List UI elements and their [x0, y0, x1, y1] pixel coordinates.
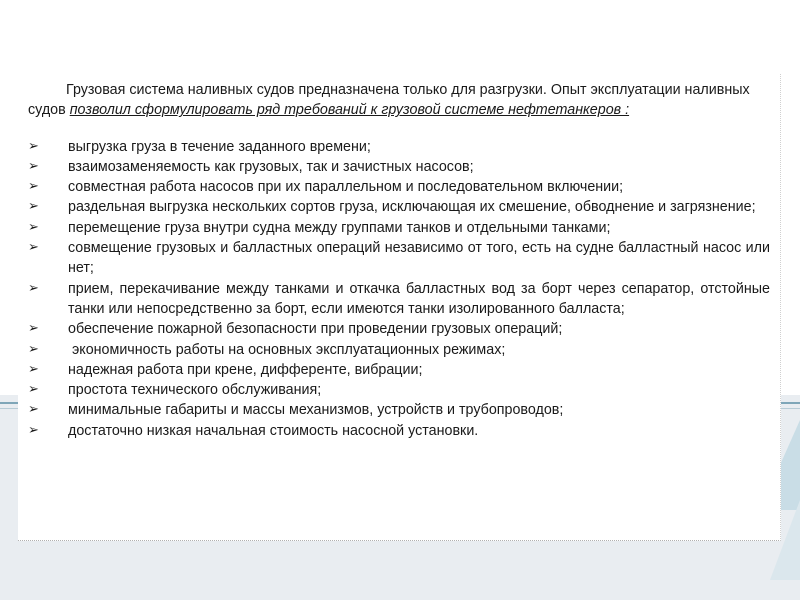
- bullet-arrow-icon: ➢: [28, 179, 39, 195]
- list-item: [28, 218, 770, 238]
- bullet-arrow-icon: ➢: [28, 422, 39, 438]
- bullet-arrow-icon: ➢: [28, 382, 39, 398]
- bullet-arrow-icon: ➢: [28, 199, 39, 215]
- bullet-arrow-icon: ➢: [28, 158, 39, 174]
- list-item: [28, 380, 770, 400]
- list-item-text: выгрузка груза в течение заданного времени;: [68, 138, 371, 155]
- list-item-text: раздельная выгрузка нескольких сортов груза, исключающая их смешение, обводнение и загрязнение;: [68, 199, 756, 216]
- spacer: [28, 121, 770, 137]
- list-item: [28, 177, 770, 197]
- bullet-arrow-icon: ➢: [28, 280, 39, 296]
- list-item-text: взаимозаменяемость как грузовых, так и зачистных насосов;: [68, 158, 474, 175]
- intro-paragraph: [28, 80, 770, 121]
- list-item: [28, 400, 770, 420]
- list-item: [28, 279, 770, 320]
- text-card: [18, 74, 781, 541]
- list-item-text: перемещение груза внутри судна между группами танков и отдельными танками;: [68, 219, 611, 236]
- list-item: [28, 360, 770, 380]
- list-item-text: надежная работа при крене, дифференте, вибрации;: [68, 361, 423, 378]
- bullet-arrow-icon: ➢: [28, 402, 39, 418]
- list-item-text: совмещение грузовых и балластных операций независимо от того, есть на судне балластный насос или нет;: [68, 240, 770, 277]
- bullet-arrow-icon: ➢: [28, 361, 39, 377]
- list-item: [28, 137, 770, 157]
- intro-emphasis-text: позволил сформулировать ряд требований к грузовой системе нефтетанкеров :: [69, 102, 630, 119]
- list-item: [28, 197, 770, 217]
- list-item-text: совместная работа насосов при их параллельном и последовательном включении;: [68, 179, 624, 196]
- bullet-arrow-icon: ➢: [28, 219, 39, 235]
- bullet-arrow-icon: ➢: [28, 240, 39, 256]
- intro-plain-text: Грузовая система наливных судов предназначена только для разгрузки. Опыт эксплуатации наливных судов: [28, 82, 750, 119]
- list-item: [28, 319, 770, 339]
- list-item: [28, 157, 770, 177]
- bullet-arrow-icon: ➢: [28, 321, 39, 337]
- list-item: [28, 340, 770, 360]
- list-item-text: прием, перекачивание между танками и откачка балластных вод за борт через сепаратор, отстойные танки или непосредственно за борт, если имеются танки изолированного балласта;: [68, 280, 770, 317]
- slide-text: [28, 80, 770, 441]
- list-item-text: обеспечение пожарной безопасности при проведении грузовых операций;: [68, 321, 563, 338]
- list-item-text: минимальные габариты и массы механизмов, устройств и трубопроводов;: [68, 402, 564, 419]
- list-item-text: достаточно низкая начальная стоимость насосной установки.: [68, 422, 479, 439]
- requirements-list: [28, 137, 770, 441]
- list-item: [28, 238, 770, 279]
- list-item-text: экономичность работы на основных эксплуатационных режимах;: [68, 341, 506, 358]
- bullet-arrow-icon: ➢: [28, 138, 39, 154]
- bullet-arrow-icon: ➢: [28, 341, 39, 357]
- list-item: [28, 421, 770, 441]
- list-item-text: простота технического обслуживания;: [68, 382, 322, 399]
